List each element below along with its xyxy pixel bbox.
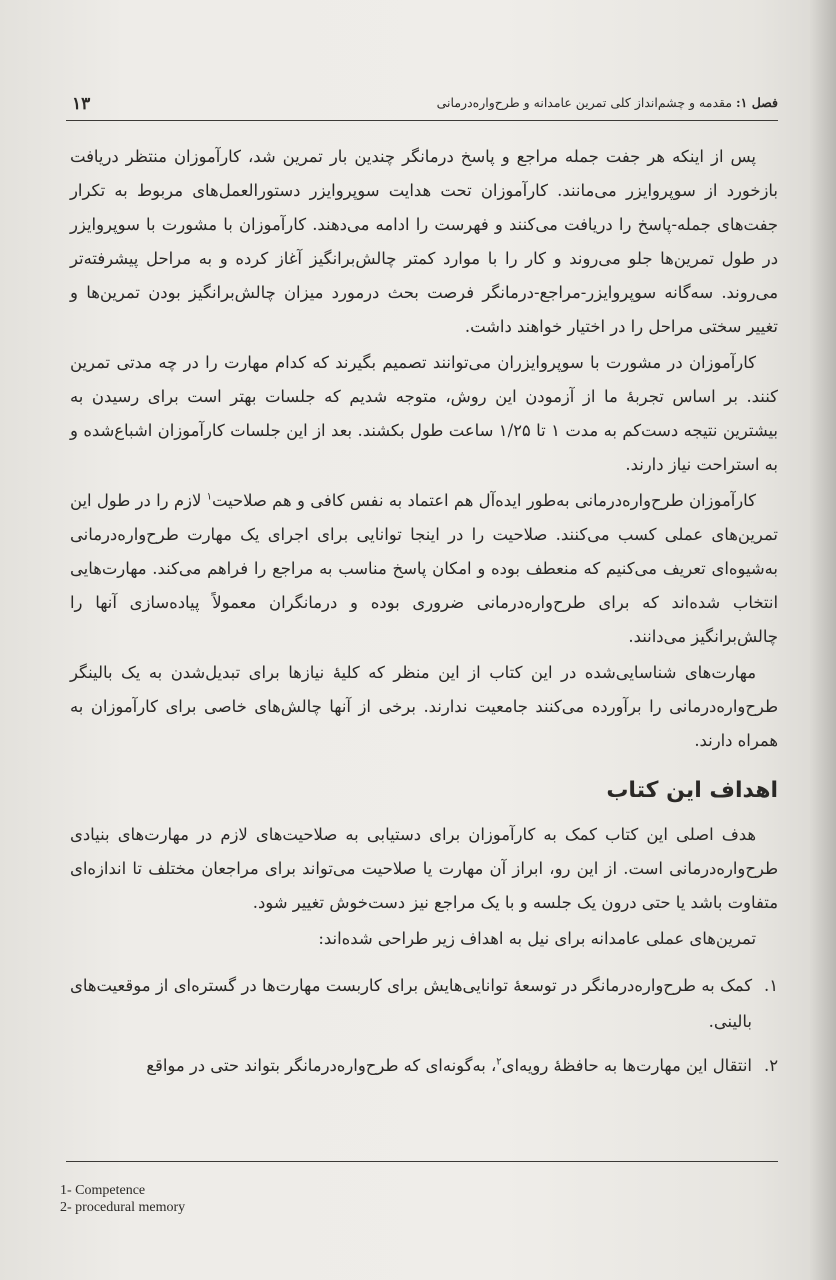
footnote-marker-2: ۲: [496, 1056, 502, 1068]
footnote-marker-1: ۱: [206, 491, 212, 503]
section-intro: هدف اصلی این کتاب کمک به کارآموزان برای دستیابی به صلاحیت‌های لازم در مهارت‌های بنیادی طرح‌واره‌درمانی است. از این رو، ابراز آن مهارت یا صلاحیت می‌تواند برای مراجعان مختلف تا اندازه‌ای متفاوت باشد یا حتی درون یک جلسه و با یک مراجع نیز دست‌خوش تغییر شود.: [70, 825, 778, 912]
footnotes: [60, 1182, 185, 1216]
footnote-1: 1- Competence: [60, 1183, 146, 1198]
running-title: [437, 95, 778, 110]
goals-list: [70, 968, 778, 1084]
paragraph-scope: مهارت‌های شناسایی‌شده در این کتاب از این منظر که کلیهٔ نیازها برای تبدیل‌شدن به یک بالینگر طرح‌واره‌درمانی را برآورده می‌کنند جامعیت ندارند. برخی از آنها چالش‌های خاصی برای کارآموزان به همراه دارند.: [70, 663, 778, 750]
list-item: [70, 968, 778, 1040]
paragraph-feedback: پس از اینکه هر جفت جمله مراجع و پاسخ درمانگر چندین بار تمرین شد، کارآموزان منتظر دریافت بازخورد از سوپروایزر می‌مانند. کارآموزان تحت هدایت سوپروایزر دستورالعمل‌های مربوط به تکرار جفت‌های جمله-پاسخ را دریافت می‌کنند و فهرست را ادامه می‌دهند. کارآموزان با مشورت با سوپروایزر در طول تمرین‌ها جلو می‌روند و کار را با موارد کمتر چالش‌برانگیز آغاز کرده و به مراحل پیشرفته‌تر می‌روند. سه‌گانه سوپروایزر-مراجع-درمانگر فرصت بحث درمورد میزان چالش‌برانگیز بودن تمرین‌ها و تغییر سختی مراحل را در اختیار خواهند داشت.: [70, 147, 779, 336]
list-item-text: انتقال این مهارت‌ها به حافظهٔ رویه‌ای: [501, 1056, 752, 1075]
list-item-text-continued: ، به‌گونه‌ای که طرح‌واره‌درمانگر بتواند حتی در مواقع: [146, 1056, 497, 1075]
list-item-number: ۲.: [763, 1056, 778, 1075]
list-item-text: کمک به طرح‌واره‌درمانگر در توسعهٔ توانایی‌هایش برای کاربست مهارت‌ها در گستره‌ای از موقعیت‌های بالینی.: [70, 976, 752, 1031]
list-item: [70, 1048, 778, 1084]
paragraph-competence-start: کارآموزان طرح‌واره‌درمانی به‌طور ایده‌آل هم اعتماد به نفس کافی و هم صلاحیت: [211, 491, 756, 510]
section-heading: اهداف این کتاب: [606, 778, 778, 803]
chapter-label: فصل ۱:: [736, 95, 778, 110]
list-item-number: ۱.: [763, 976, 778, 995]
paragraph-competence: [70, 484, 778, 654]
page-number: ۱۳: [72, 94, 91, 114]
footnote-2: 2- procedural memory: [60, 1200, 186, 1215]
paragraph-session-length: کارآموزان در مشورت با سوپروایزران می‌توانند تصمیم بگیرند که کدام مهارت را در چه مدتی تمرین کنند. بر اساس تجربهٔ ما از آزمودن این روش، متوجه شدیم که جلسات بهتر است برای رسیدن به بیشترین نتیجه دست‌کم به مدت ۱ تا ۱/۲۵ ساعت طول بکشند. بعد از این جلسات کارآموزان اشباع‌شده و به استراحت نیاز دارند.: [70, 353, 778, 474]
chapter-title: مقدمه و چشم‌انداز کلی تمرین عامدانه و طرح‌واره‌درمانی: [436, 95, 733, 110]
footnote-divider: [66, 1161, 778, 1162]
section-lead: تمرین‌های عملی عامدانه برای نیل به اهداف زیر طراحی شده‌اند:: [318, 929, 756, 948]
paragraph-competence-rest: لازم را در طول این تمرین‌های عملی کسب می‌کنند. صلاحیت را در اینجا توانایی برای اجرای یک مهارت طرح‌واره‌درمانی به‌شیوه‌ای تعریف می‌کنیم که منعطف بوده و امکان پاسخ مناسب به مراجع را فراهم می‌کند. مهارت‌هایی انتخاب شده‌اند که برای طرح‌واره‌درمانی ضروری بوده و درمانگران معمولاً پیاده‌سازی آنها را چالش‌برانگیز می‌دانند.: [70, 491, 778, 646]
running-header: [66, 92, 778, 121]
page-gutter-shadow: [810, 0, 836, 1280]
page-body: [70, 140, 778, 1092]
